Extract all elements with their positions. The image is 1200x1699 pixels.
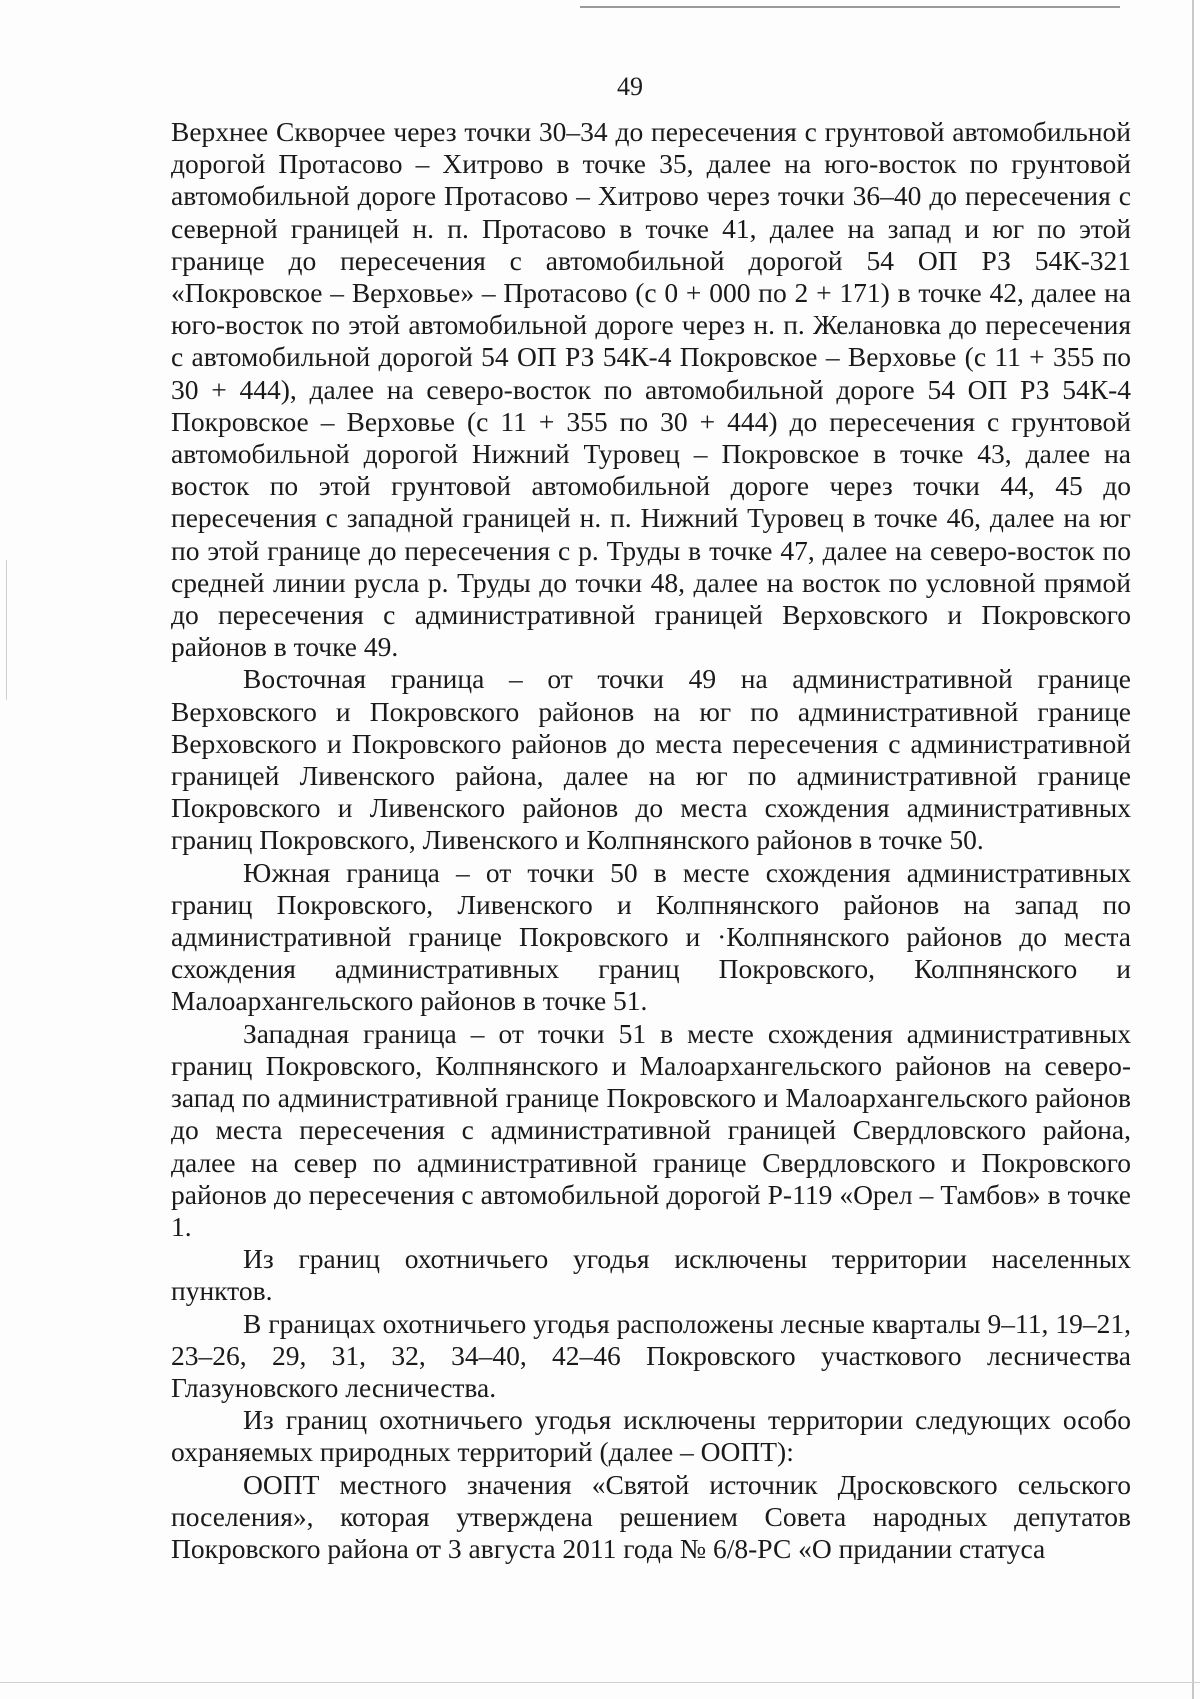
paragraph-protected-area-item: ООПТ местного значения «Святой источник Дросковского сельского поселения», которая утверждена решением Совета народных депутатов Покровского района от 3 августа 2011 года № 6/8-РС «О придании статуса [171,1468,1131,1564]
paragraph-excluded-protected-areas: Из границ охотничьего угодья исключены территории следующих особо охраняемых природных территорий (далее – ООПТ): [171,1404,1131,1468]
page-number: 49 [617,72,643,101]
paragraph-western-border: Западная граница – от точки 51 в месте схождения административных границ Покровского, Колпнянского и Малоархангельского районов на северо-запад по административной границе Покровского и Малоархангельского районов до места пересечения с административной границей Свердловского района, далее на север по административной границе Свердловского и Покровского районов до пересечения с автомобильной дорогой Р-119 «Орел – Тамбов» в точке 1. [171,1017,1131,1242]
scan-edge-top [580,6,1120,8]
paragraph-southern-border: Южная граница – от точки 50 в месте схождения административных границ Покровского, Ливенского и Колпнянского районов на запад по административной границе Покровского и ·Колпнянского районов до места схождения административных границ Покровского, Колпнянского и Малоархангельского районов в точке 51. [171,856,1131,1017]
scan-edge-left [6,560,7,700]
scan-edge-bottom [0,1682,1200,1683]
paragraph-excluded-settlements: Из границ охотничьего угодья исключены территории населенных пунктов. [171,1243,1131,1307]
document-body [171,116,1131,1565]
paragraph-eastern-border: Восточная граница – от точки 49 на административной границе Верховского и Покровского районов на юг по административной границе Верховского и Покровского районов до места пересечения с административной границей Ливенского района, далее на юг по административной границе Покровского и Ливенского районов до места схождения административных границ Покровского, Ливенского и Колпнянского районов в точке 50. [171,663,1131,856]
paragraph-continuation: Верхнее Скворчее через точки 30–34 до пересечения с грунтовой автомобильной дорогой Протасово – Хитрово в точке 35, далее на юго-восток по грунтовой автомобильной дороге Протасово – Хитрово через точки 36–40 до пересечения с северной границей н. п. Протасово в точке 41, далее на запад и юг по этой границе до пересечения с автомобильной дорогой 54 ОП РЗ 54К-321 «Покровское – Верховье» – Протасово (с 0 + 000 по 2 + 171) в точке 42, далее на юго-восток по этой автомобильной дороге через н. п. Желановка до пересечения с автомобильной дорогой 54 ОП РЗ 54К-4 Покровское – Верховье (с 11 + 355 по 30 + 444), далее на северо-восток по автомобильной дороге 54 ОП РЗ 54К-4 Покровское – Верховье (с 11 + 355 по 30 + 444) до пересечения с грунтовой автомобильной дорогой Нижний Туровец – Покровское в точке 43, далее на восток по этой грунтовой автомобильной дороге через точки 44, 45 до пересечения с западной границей н. п. Нижний Туровец в точке 46, далее на юг по этой границе до пересечения с р. Труды в точке 47, далее на северо-восток по средней линии русла р. Труды до точки 48, далее на восток по условной прямой до пересечения с административной границей Верховского и Покровского районов в точке 49. [171,116,1131,663]
paragraph-forest-quarters: В границах охотничьего угодья расположены лесные кварталы 9–11, 19–21, 23–26, 29, 31, 32, 34–40, 42–46 Покровского участкового лесничества Глазуновского лесничества. [171,1307,1131,1403]
scan-edge-right [1192,0,1194,1699]
